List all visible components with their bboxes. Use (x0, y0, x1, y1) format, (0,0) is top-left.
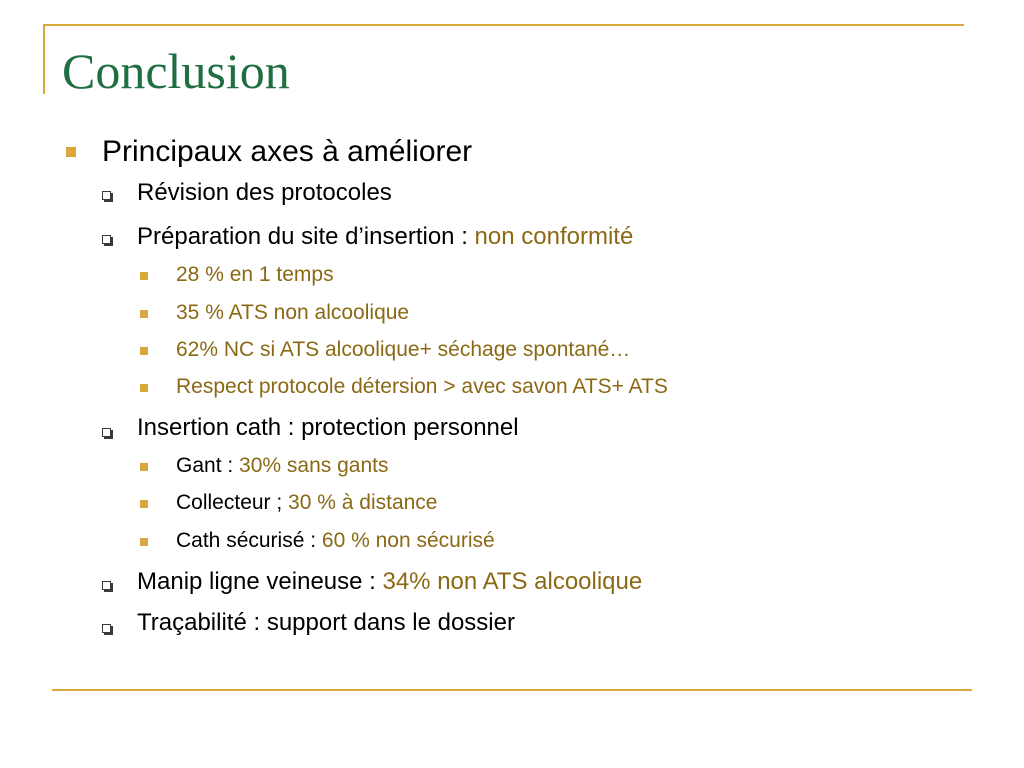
bullet-28-pct: 28 % en 1 temps (176, 263, 334, 286)
checkbox-bullet-icon (102, 624, 111, 633)
bullet-insertion-cath: Insertion cath : protection personnel (137, 414, 519, 441)
bullet-cath-securise: Cath sécurisé : 60 % non sécurisé (176, 529, 495, 552)
square-bullet-icon (140, 463, 148, 471)
square-bullet-icon (140, 384, 148, 392)
bullet-tracabilite: Traçabilité : support dans le dossier (137, 609, 515, 636)
checkbox-bullet-icon (102, 191, 111, 200)
bottom-rule (52, 689, 972, 691)
checkbox-bullet-icon (102, 581, 111, 590)
bullet-62-pct: 62% NC si ATS alcoolique+ séchage spontané… (176, 338, 631, 361)
square-bullet-icon (66, 147, 76, 157)
bullet-respect-protocole: Respect protocole détersion > avec savon ATS+ ATS (176, 375, 668, 398)
bullet-gant: Gant : 30% sans gants (176, 454, 389, 477)
bullet-manip-ligne: Manip ligne veineuse : 34% non ATS alcoolique (137, 568, 643, 595)
bullet-revision-protocoles: Révision des protocoles (137, 179, 392, 206)
square-bullet-icon (140, 538, 148, 546)
slide-title: Conclusion (62, 43, 290, 99)
square-bullet-icon (140, 272, 148, 280)
bullet-collecteur: Collecteur ; 30 % à distance (176, 491, 438, 514)
checkbox-bullet-icon (102, 235, 111, 244)
square-bullet-icon (140, 310, 148, 318)
bullet-preparation-site: Préparation du site d’insertion : non conformité (137, 223, 634, 250)
bullet-35-pct: 35 % ATS non alcoolique (176, 301, 410, 324)
square-bullet-icon (140, 500, 148, 508)
square-bullet-icon (140, 347, 148, 355)
checkbox-bullet-icon (102, 428, 111, 437)
bullet-principaux-axes: Principaux axes à améliorer (102, 135, 473, 168)
